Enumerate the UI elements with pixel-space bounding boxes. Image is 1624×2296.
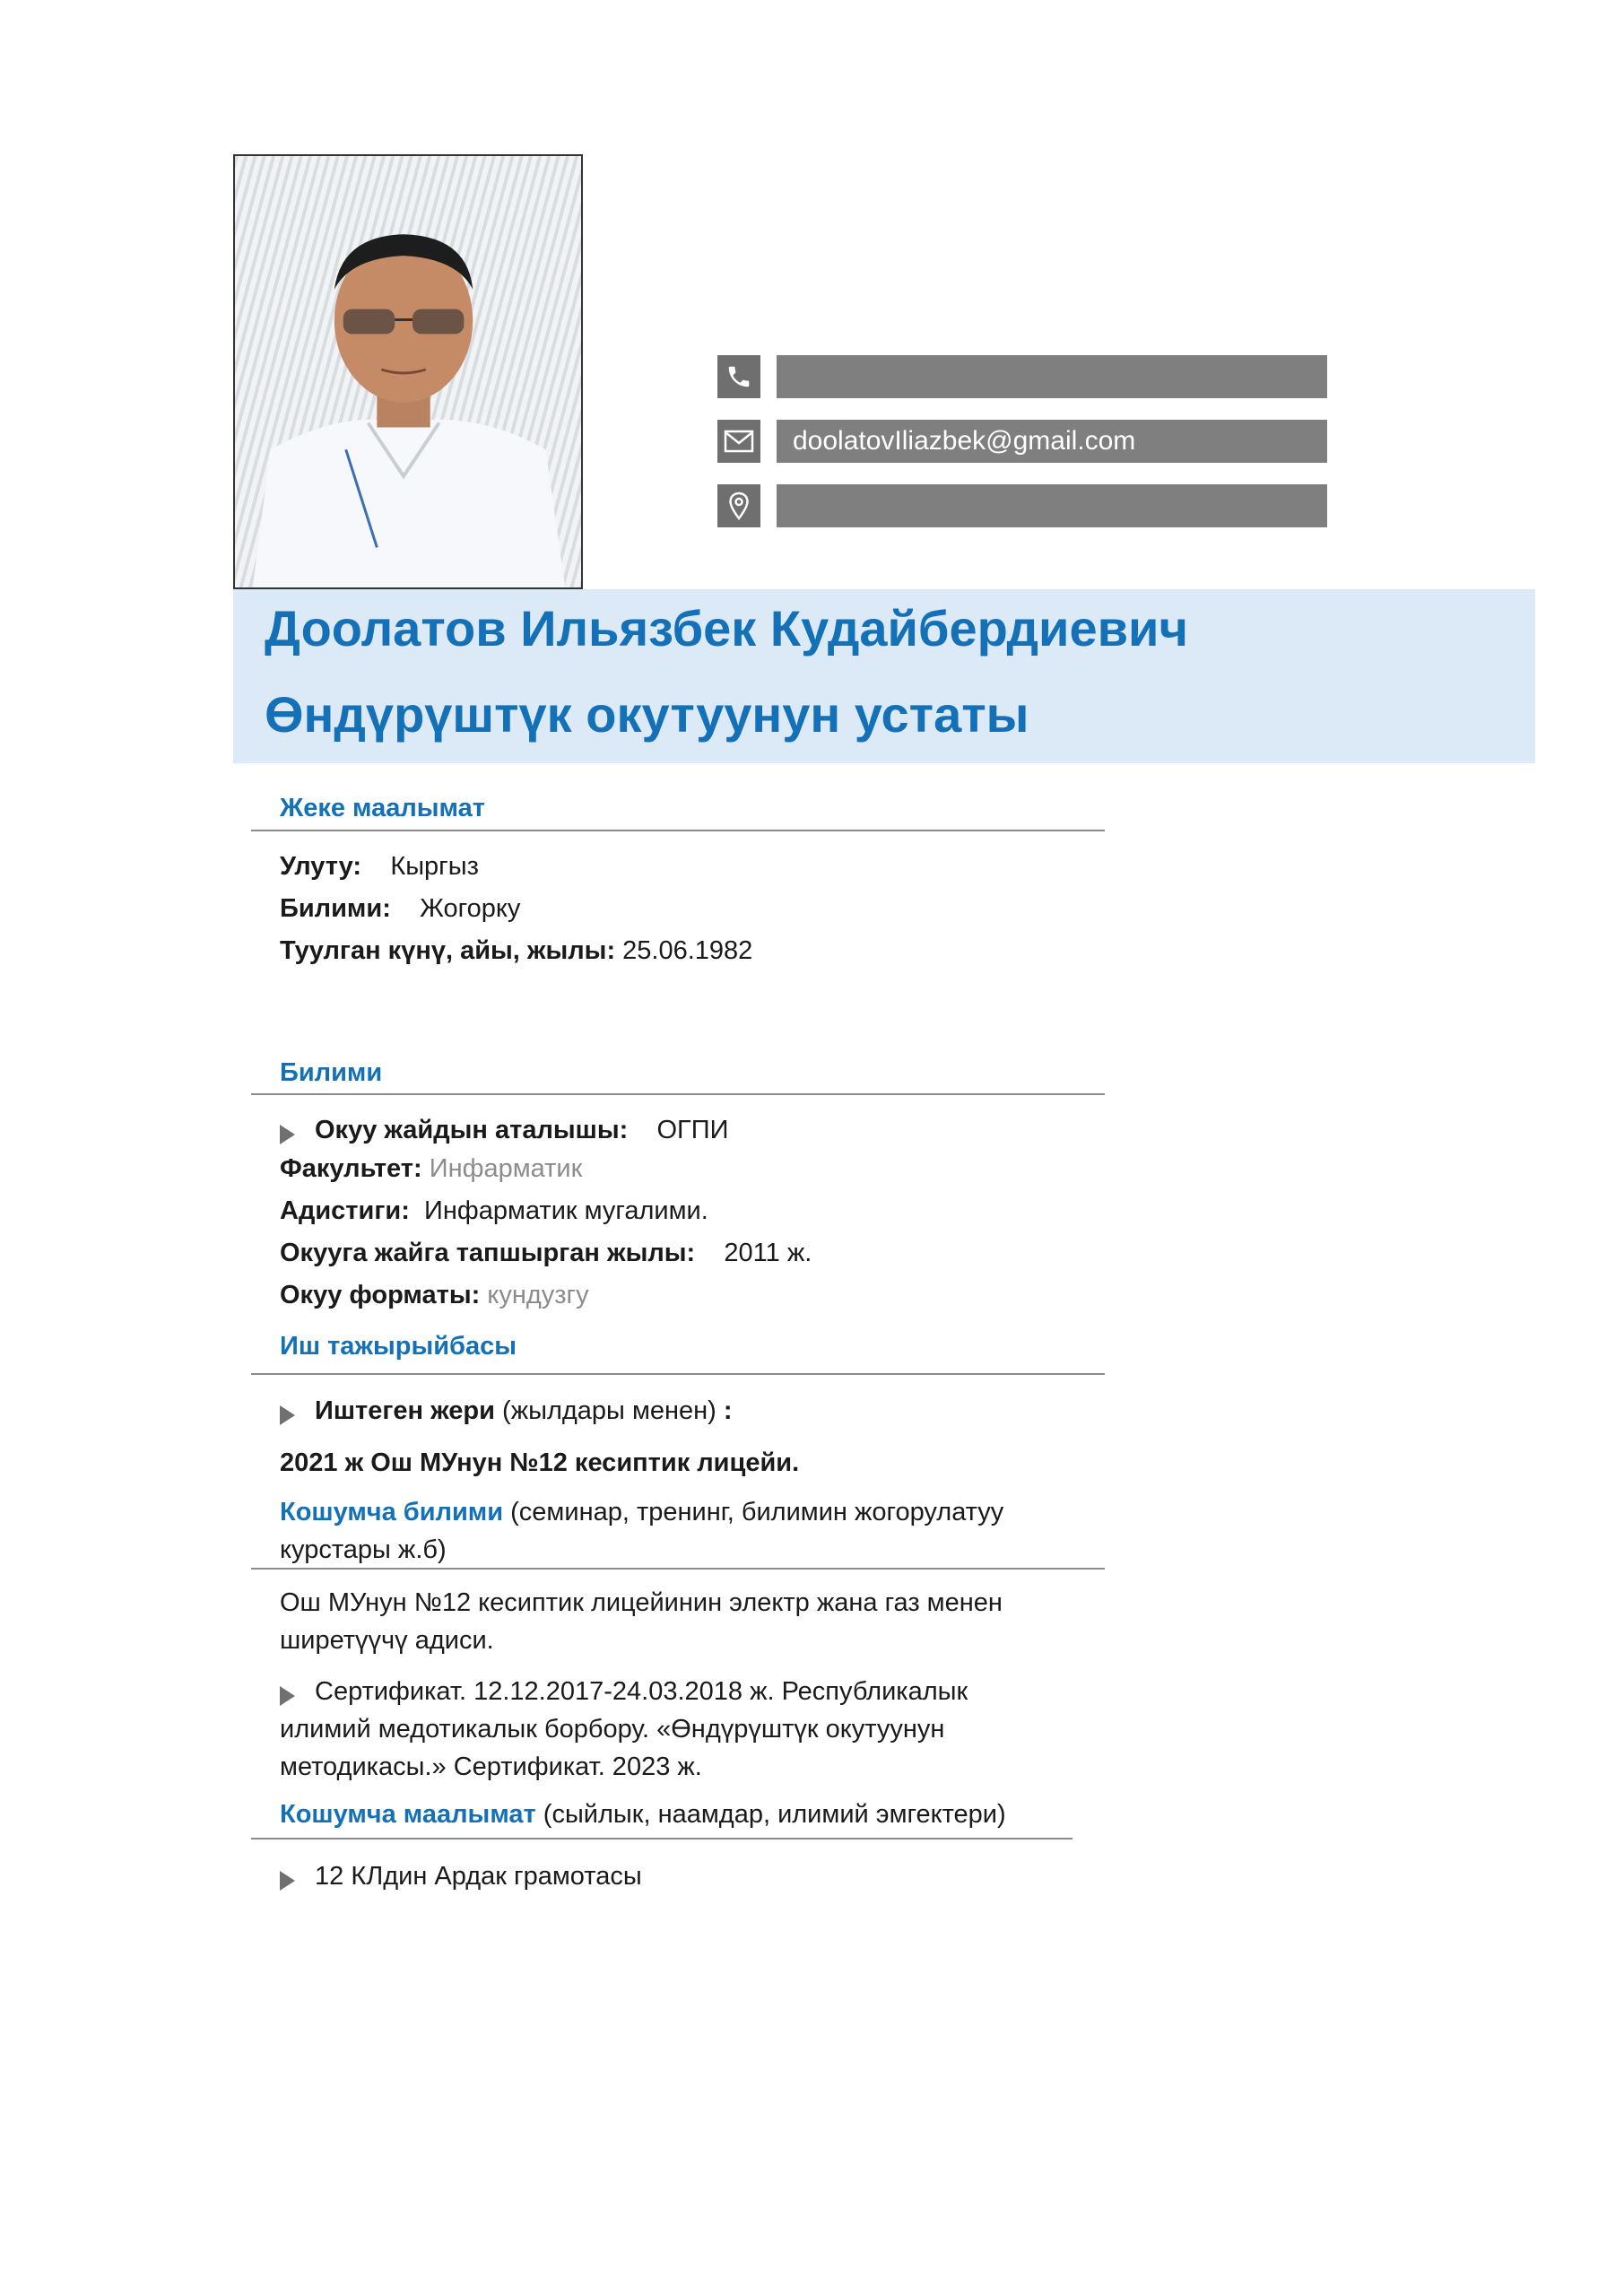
additional-education-header: [280, 1494, 1003, 1530]
birth-date-label: Туулган күнү, айы, жылы:: [280, 936, 616, 965]
institution-label: Окуу жайдын аталышы:: [315, 1116, 629, 1144]
faculty-row: [280, 1151, 582, 1187]
additional-info-header: [280, 1796, 1006, 1832]
study-format-value: кундузгу: [487, 1281, 589, 1309]
faculty-label: Факультет:: [280, 1154, 422, 1183]
certificate-line-2: илимий медотикалык борбору. «Өндүрүштүк окутуунун: [280, 1715, 945, 1744]
admission-year-label: Окууга жайга тапшырган жылы:: [280, 1239, 696, 1267]
workplace-note: (жылдары менен): [502, 1396, 716, 1425]
personal-info-heading: Жеке маалымат: [280, 794, 485, 822]
certificate-text: Сертификат. 12.12.2017-24.03.2018 ж. Республикалык: [315, 1677, 968, 1706]
phone-field: [777, 355, 1327, 398]
workplace-label: Иштеген жери: [315, 1396, 495, 1425]
education-level-value: Жогорку: [420, 894, 521, 923]
additional-info-note: (сыйлык, наамдар, илимий эмгектери): [543, 1800, 1006, 1829]
mail-icon: [717, 420, 760, 463]
study-format-row: [280, 1277, 589, 1313]
section-divider: [251, 1838, 1073, 1839]
bullet-arrow-icon: [280, 1871, 295, 1891]
additional-education-heading: Кошумча билими: [280, 1498, 504, 1526]
specialty-value: Инфарматик мугалими.: [424, 1196, 708, 1225]
education-heading: Билими: [280, 1058, 383, 1087]
specialty-label: Адистиги:: [280, 1196, 410, 1225]
certificate-line-1: [280, 1674, 968, 1709]
address-field: [777, 484, 1327, 527]
additional-education-text: Ош МУнун №12 кесиптик лицейинин электр жана газ менен: [280, 1588, 1003, 1617]
bullet-arrow-icon: [280, 1405, 295, 1425]
award-item: [280, 1858, 642, 1894]
additional-education-note: (семинар, тренинг, билимин жогорулатуу: [510, 1498, 1004, 1526]
study-format-label: Окуу форматы:: [280, 1281, 481, 1309]
faculty-value: Инфарматик: [429, 1154, 583, 1183]
job-entry: 2021 ж Ош МУнун №12 кесиптик лицейи.: [280, 1448, 800, 1477]
workplace-colon: :: [723, 1396, 733, 1425]
phone-icon: [717, 355, 760, 398]
additional-education-note-cont: курстары ж.б): [280, 1535, 447, 1564]
email-field: doolatovIliazbek@gmail.com: [777, 420, 1327, 463]
education-level-label: Билими:: [280, 894, 391, 923]
profile-photo: [233, 154, 583, 589]
education-level-row: [280, 891, 520, 926]
institution-value: ОГПИ: [656, 1116, 729, 1144]
bullet-arrow-icon: [280, 1686, 295, 1706]
award-text: 12 КЛдин Ардак грамотасы: [315, 1862, 642, 1891]
nationality-value: Кыргыз: [390, 852, 479, 881]
nationality-row: [280, 848, 479, 884]
bullet-arrow-icon: [280, 1125, 295, 1144]
specialty-row: [280, 1193, 708, 1229]
job-title: Өндүрүштүк окутуунун устаты: [265, 686, 1029, 743]
nationality-label: Улуту:: [280, 852, 362, 881]
institution-row: [280, 1112, 728, 1148]
experience-heading: Иш тажырыйбасы: [280, 1332, 517, 1361]
section-divider: [251, 1093, 1105, 1095]
certificate-line-3: методикасы.» Сертификат. 2023 ж.: [280, 1752, 702, 1781]
additional-info-heading: Кошумча маалымат: [280, 1800, 536, 1829]
full-name: Доолатов Ильязбек Кудайбердиевич: [265, 600, 1188, 657]
additional-education-text-cont: ширетүүчү адиси.: [280, 1626, 494, 1655]
section-divider: [251, 830, 1105, 831]
location-pin-icon: [717, 484, 760, 527]
workplace-row: [280, 1393, 733, 1429]
birth-date-value: 25.06.1982: [622, 936, 753, 965]
birth-date-row: [280, 933, 752, 969]
admission-year-value: 2011 ж.: [724, 1239, 812, 1267]
admission-year-row: [280, 1235, 812, 1271]
section-divider: [251, 1568, 1105, 1570]
section-divider: [251, 1373, 1105, 1375]
